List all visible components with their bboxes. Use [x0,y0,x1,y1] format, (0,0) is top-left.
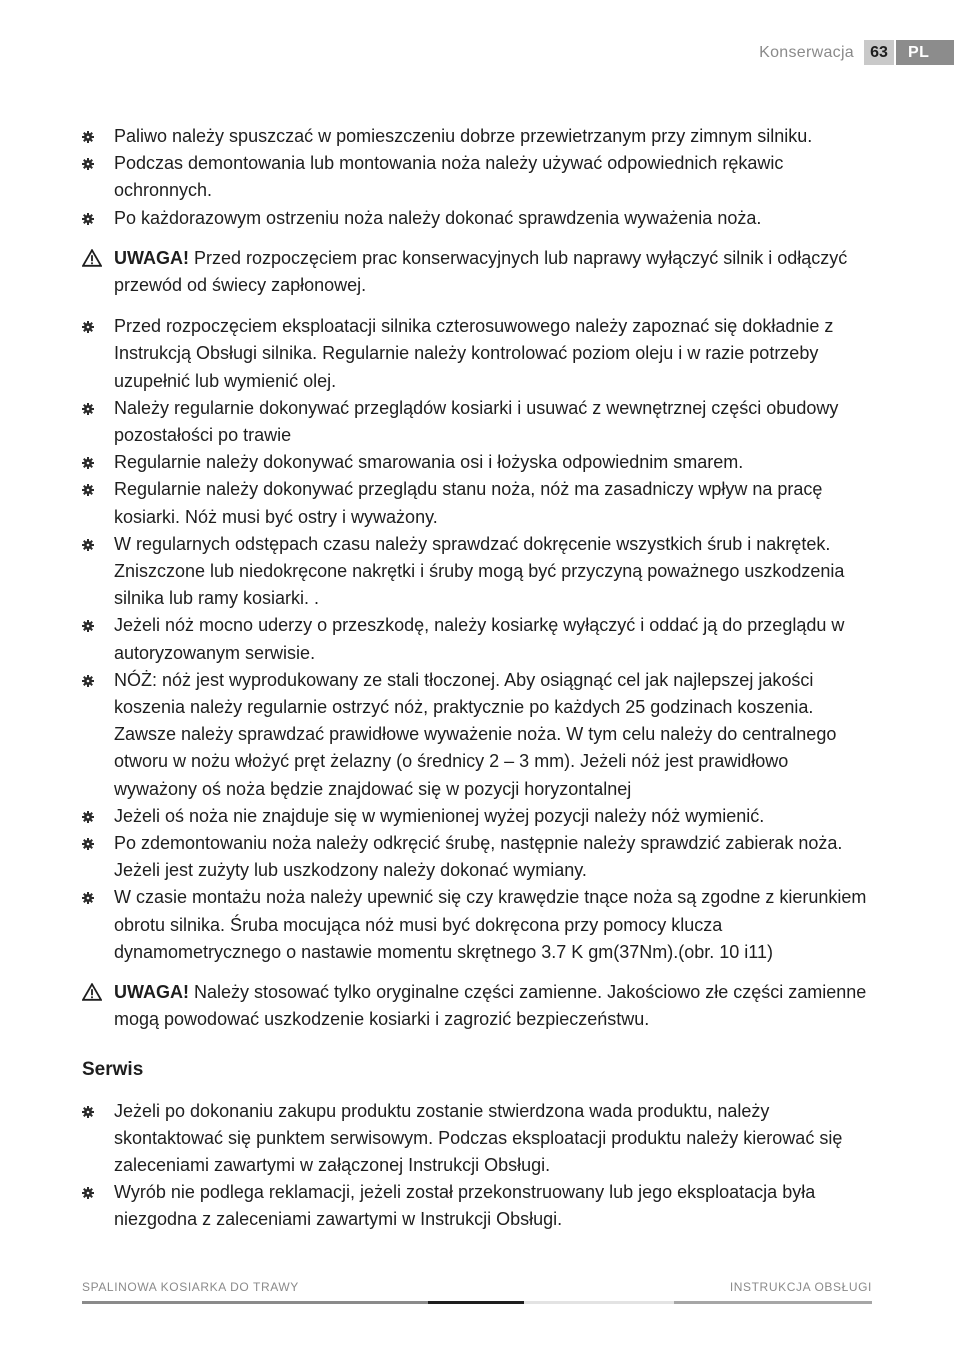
list-item: Jeżeli po dokonaniu zakupu produktu zostanie stwierdzona wada produktu, należy skontaktować się punktem serwisowym. Podczas eksploatacji produktu należy kierować się zaleceniami zawartymi w załączonej Instrukcji Obsługi. [82,1098,872,1180]
warning-label: UWAGA! [114,247,189,268]
footer-bar-segment [524,1301,674,1304]
main-content [82,123,872,1234]
list-item: Regularnie należy dokonywać przeglądu stanu noża, nóż ma zasadniczy wpływ na pracę kosiarki. Nóż musi być ostry i wyważony. [82,476,872,530]
gear-bullet-icon [82,539,94,551]
list-item: Należy regularnie dokonywać przeglądów kosiarki i usuwać z wewnętrznej części obudowy pozostałości po trawie [82,395,872,449]
gear-bullet-icon [82,675,94,687]
gear-bullet-icon [82,213,94,225]
service-list [82,1098,872,1234]
footer-bar-segment [82,1301,428,1304]
footer-doc-title: INSTRUKCJA OBSŁUGI [729,1280,872,1294]
maintenance-list-2 [82,313,872,966]
warning-text: Należy stosować tylko oryginalne części zamienne. Jakościowo złe części zamienne mogą powodować uszkodzenie kosiarki i zagrozić bezpieczeństwu. [114,982,867,1030]
list-item: Regularnie należy dokonywać smarowania osi i łożyska odpowiednim smarem. [82,449,872,476]
warning-triangle-icon [82,983,102,1001]
list-item: Jeżeli oś noża nie znajduje się w wymienionej wyżej pozycji należy nóż wymienić. [82,803,872,830]
warning-label: UWAGA! [114,982,189,1003]
warning-note-1 [82,245,872,299]
footer-product-title: SPALINOWA KOSIARKA DO TRAWY [82,1280,299,1294]
list-item: Jeżeli nóż mocno uderzy o przeszkodę, należy kosiarkę wyłączyć i oddać ją do przeglądu w autoryzowanym serwisie. [82,612,872,666]
gear-bullet-icon [82,131,94,143]
gear-bullet-icon [82,457,94,469]
language-tab: PL [896,40,954,65]
gear-bullet-icon [82,620,94,632]
list-item: Po każdorazowym ostrzeniu noża należy dokonać sprawdzenia wyważenia noża. [82,205,872,232]
list-item: Przed rozpoczęciem eksploatacji silnika czterosuwowego należy zapoznać się dokładnie z Instrukcją Obsługi silnika. Regularnie należy kontrolować poziom oleju i w razie potrzeby uzupełnić lub wymienić olej. [82,313,872,395]
gear-bullet-icon [82,321,94,333]
warning-triangle-icon [82,249,102,267]
page-number: 63 [864,40,894,65]
list-item: NÓŻ: nóż jest wyprodukowany ze stali tłoczonej. Aby osiągnąć cel jak najlepszej jakości koszenia należy regularnie ostrzyć nóż, praktycznie po każdych 25 godzinach koszenia. Zawsze należy sprawdzać prawidłowe wyważenie noża. W tym celu należy do centralnego otworu w nożu włożyć pręt żelazny (o średnicy 2 – 3 mm). Jeżeli nóż jest prawidłowo wyważony oś noża będzie znajdować się w pozycji horyzontalnej [82,667,872,803]
maintenance-list-1 [82,123,872,232]
gear-bullet-icon [82,403,94,415]
list-item: Paliwo należy spuszczać w pomieszczeniu dobrze przewietrzanym przy zimnym silniku. [82,123,872,150]
list-item: W regularnych odstępach czasu należy sprawdzać dokręcenie wszystkich śrub i nakrętek. Zniszczone lub niedokręcone nakrętki i śruby mogą być przyczyną poważnego uszkodzenia silnika lub ramy kosiarki. . [82,531,872,613]
gear-bullet-icon [82,892,94,904]
gear-bullet-icon [82,1187,94,1199]
list-item: Po zdemontowaniu noża należy odkręcić śrubę, następnie należy sprawdzić zabierak noża. Jeżeli jest zużyty lub uszkodzony należy dokonać wymiany. [82,830,872,884]
gear-bullet-icon [82,1106,94,1118]
gear-bullet-icon [82,484,94,496]
service-heading: Serwis [82,1058,144,1080]
gear-bullet-icon [82,811,94,823]
warning-text: Przed rozpoczęciem prac konserwacyjnych lub naprawy wyłączyć silnik i odłączyć przewód od świecy zapłonowej. [114,247,848,296]
list-item: Wyrób nie podlega reklamacji, jeżeli został przekonstruowany lub jego eksploatacja była niezgodna z zaleceniami zawartymi w Instrukcji Obsługi. [82,1179,872,1233]
footer-bar-segment [674,1301,872,1304]
gear-bullet-icon [82,838,94,850]
section-title: Konserwacja [759,43,854,61]
list-item: W czasie montażu noża należy upewnić się czy krawędzie tnące noża są zgodne z kierunkiem obrotu silnika. Śruba mocująca nóż musi być dokręcona przy pomocy klucza dynamometrycznego o nastawie momentu skrętnego 3.7 K gm(37Nm).(obr. 10 i11) [82,884,872,966]
list-item: Podczas demontowania lub montowania noża należy używać odpowiednich rękawic ochronnych. [82,150,872,204]
footer-bar-segment [428,1301,524,1304]
gear-bullet-icon [82,158,94,170]
page-header [759,40,954,65]
warning-note-2 [82,979,872,1033]
